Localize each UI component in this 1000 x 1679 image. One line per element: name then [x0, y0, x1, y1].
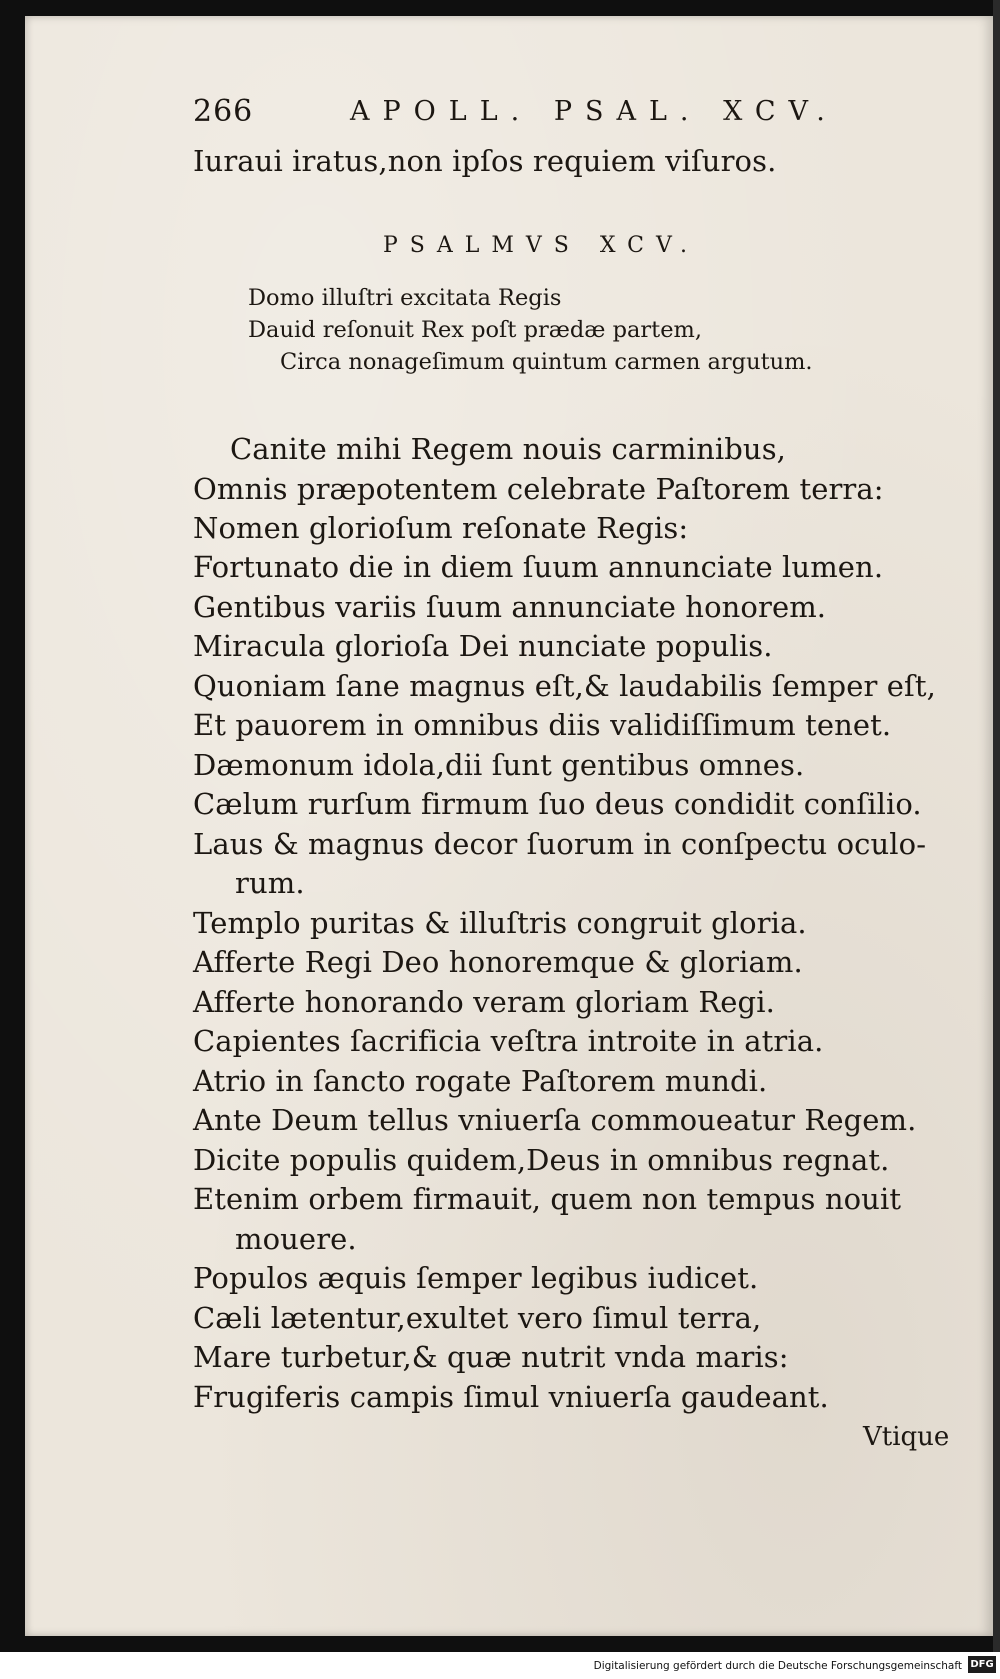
verse-line: Afferte Regi Deo honoremque & gloriam. — [193, 945, 803, 979]
verse-line-continuation: mouere. — [235, 1222, 357, 1256]
verse-line: Atrio in ſancto rogate Paſtorem mundi. — [193, 1064, 768, 1098]
verse-line: Canite mihi Regem nouis carminibus, — [230, 432, 787, 466]
argument-line: Circa nonageſimum quintum carmen argutum. — [280, 349, 813, 375]
argument-line: Dauid reſonuit Rex poſt prædæ partem, — [248, 317, 703, 343]
page-edge — [993, 0, 1000, 1679]
verse-line: Frugiferis campis ſimul vniuerſa gaudeant. — [193, 1380, 829, 1414]
psalm-heading: PSALMVS XCV. — [383, 233, 699, 258]
verse-line: Miracula glorioſa Dei nunciate populis. — [193, 629, 773, 663]
verse-line: Quoniam ſane magnus eſt,& laudabilis ſemper eſt, — [193, 669, 936, 703]
verse-line: Ante Deum tellus vniuerſa commoueatur Regem. — [193, 1103, 917, 1137]
first-line: Iuraui iratus,non ipſos requiem viſuros. — [193, 144, 777, 178]
argument-line: Domo illuſtri excitata Regis — [248, 285, 562, 311]
digitization-credit: Digitalisierung gefördert durch die Deutsche Forschungsgemeinschaft — [593, 1660, 962, 1672]
verse-line: Omnis præpotentem celebrate Paſtorem terra: — [193, 472, 884, 506]
verse-line: Nomen glorioſum reſonate Regis: — [193, 511, 689, 545]
verse-line: Capientes ſacrificia veſtra introite in atria. — [193, 1024, 824, 1058]
verse-line: Et pauorem in omnibus diis validiſſimum tenet. — [193, 708, 892, 742]
verse-line: Dicite populis quidem,Deus in omnibus regnat. — [193, 1143, 890, 1177]
verse-line: Cæli lætentur,exultet vero ſimul terra, — [193, 1301, 762, 1335]
verse-line: Fortunato die in diem ſuum annunciate lumen. — [193, 550, 884, 584]
verse-line: Templo puritas & illuſtris congruit gloria. — [193, 906, 807, 940]
catchword: Vtique — [863, 1422, 950, 1452]
verse-line: Etenim orbem firmauit, quem non tempus nouit — [193, 1182, 902, 1216]
verse-line: Populos æquis ſemper legibus iudicet. — [193, 1261, 759, 1295]
verse-line: Dæmonum idola,dii ſunt gentibus omnes. — [193, 748, 805, 782]
verse-line: Cælum rurſum firmum ſuo deus condidit conſilio. — [193, 787, 922, 821]
verse-line: Laus & magnus decor ſuorum in conſpectu oculo- — [193, 827, 927, 861]
page-number: 266 — [193, 94, 254, 129]
verse-line: Gentibus variis ſuum annunciate honorem. — [193, 590, 827, 624]
verse-line: Mare turbetur,& quæ nutrit vnda maris: — [193, 1340, 789, 1374]
verse-line-continuation: rum. — [235, 866, 305, 900]
running-head: APOLL. PSAL. XCV. — [350, 96, 838, 127]
dfg-logo: DFG — [968, 1656, 996, 1673]
verse-line: Afferte honorando veram gloriam Regi. — [193, 985, 775, 1019]
